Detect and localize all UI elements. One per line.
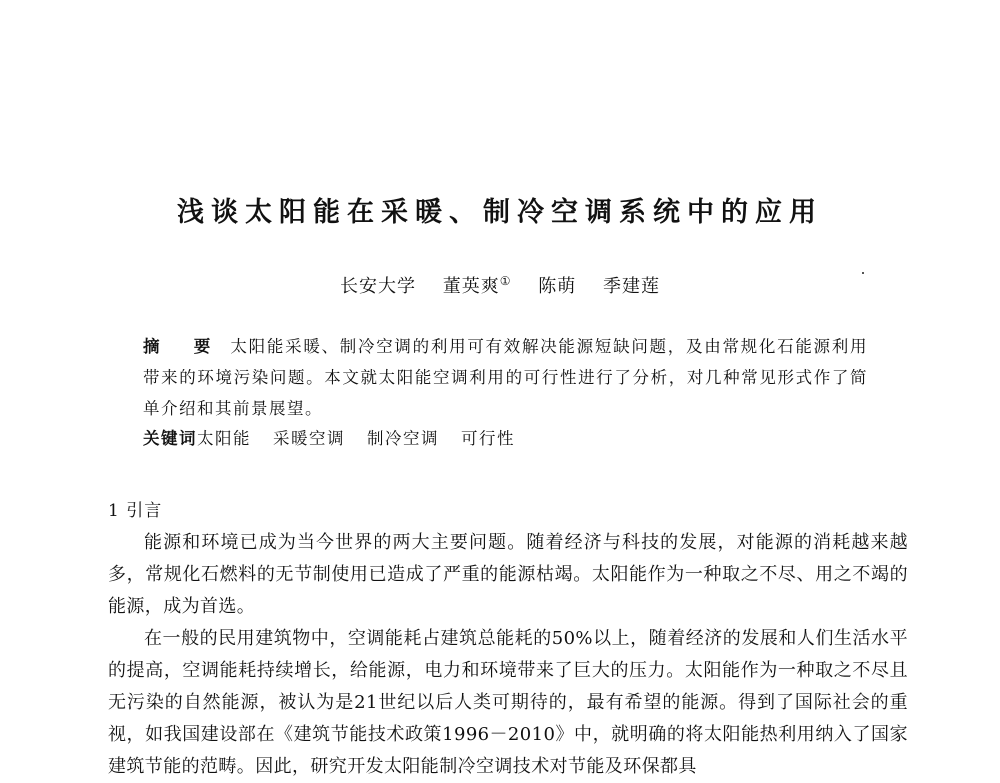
keyword-1: 太阳能 [197,429,251,448]
keyword-4: 可行性 [461,429,515,448]
author-3: 季建莲 [602,276,660,297]
paper-title: 浅谈太阳能在采暖、制冷空调系统中的应用 [177,197,823,228]
abstract-text: 太阳能采暖、制冷空调的利用可有效解决能源短缺问题，及由常规化石能源利用带来的环境污染问题。本文就太阳能空调利用的可行性进行了分析，对几种常见形式作了简单介绍和其前景展望。 [143,337,869,418]
body-text [108,527,908,783]
abstract-label: 摘 要 [143,337,225,356]
paragraph-1: 能源和环境已成为当今世界的两大主要问题。随着经济与科技的发展，对能源的消耗越来越多，常规化石燃料的无节制使用已造成了严重的能源枯竭。太阳能作为一种取之不尽、用之不竭的能源，成为首选。 [108,532,908,617]
abstract [143,331,868,424]
keywords [143,425,537,449]
author-1 [443,276,512,297]
affiliation: 长安大学 [340,276,417,297]
footnote-mark: ① [499,274,512,288]
author-line [0,272,1000,298]
author-2: 陈萌 [538,276,577,297]
keyword-2: 采暖空调 [273,429,345,448]
scan-speck [862,272,864,274]
keywords-label: 关键词 [143,429,197,448]
keyword-3: 制冷空调 [367,429,439,448]
section-heading: 1 引言 [108,501,163,521]
paragraph-2: 在一般的民用建筑物中，空调能耗占建筑总能耗的50%以上，随着经济的发展和人们生活水平的提高，空调能耗持续增长，给能源，电力和环境带来了巨大的压力。太阳能作为一种取之不尽且无污染的自然能源，被认为是21世纪以后人类可期待的，最有希望的能源。得到了国际社会的重视，如我国建设部在《建筑节能技术政策1996－2010》中，就明确的将太阳能热利用纳入了国家建筑节能的范畴。因此，研究开发太阳能制冷空调技术对节能及环保都具 [108,628,908,777]
author-1-name: 董英爽 [442,276,500,297]
